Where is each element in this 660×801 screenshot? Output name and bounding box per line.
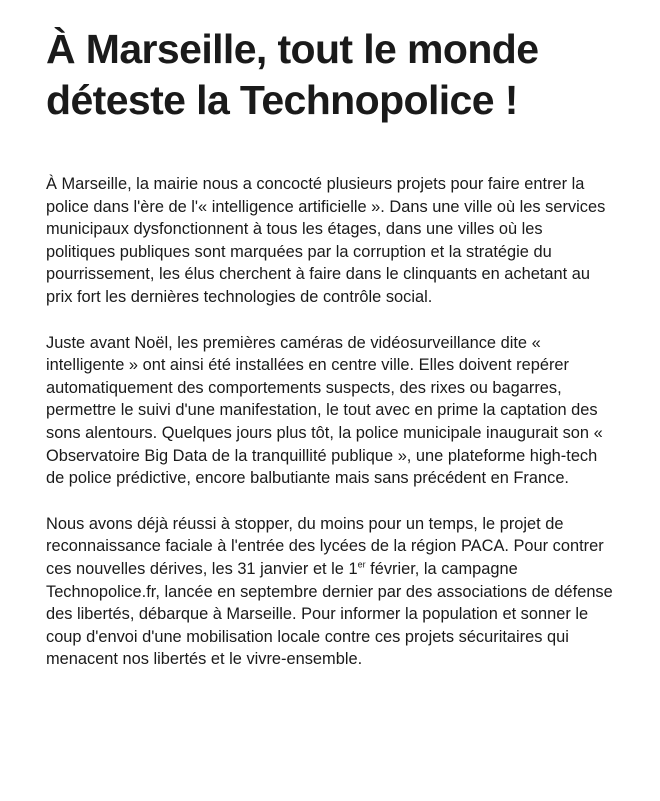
paragraph-3-text-start: Nous avons déjà réussi à stopper, du moins pour un temps, le projet de reconnaissance faciale à l'entrée des lycées de la région PACA. Pour contrer ces nouvelles dérives, les 31 janvier et le 1: [46, 514, 604, 578]
paragraph-3-text-end: février, la campagne Technopolice.fr, lancée en septembre dernier par des associations de défense des libertés, débarque à Marseille. Pour informer la population et sonner le coup d'envoi d'une mobilisation locale contre ces projets sécuritaires qui menacent nos libertés et le vivre-ensemble.: [46, 559, 613, 669]
ordinal-suffix: er: [357, 559, 366, 570]
paragraph-3: [46, 513, 616, 671]
article: [46, 24, 616, 671]
paragraph-2: Juste avant Noël, les premières caméras de vidéosurveillance dite « intelligente » ont ainsi été installées en centre ville. Elles doivent repérer automatiquement des comportements suspects, des rixes ou bagarres, permettre le suivi d'une manifestation, le tout avec en prime la captation des sons alentours. Quelques jours plus tôt, la police municipale inaugurait son « Observatoire Big Data de la tranquillité publique », une plateforme high-tech de police prédictive, encore balbutiante mais sans précédent en France.: [46, 333, 603, 488]
article-title: À Marseille, tout le monde déteste la Technopolice !: [46, 26, 539, 123]
article-body: [46, 173, 616, 671]
paragraph-1: À Marseille, la mairie nous a concocté plusieurs projets pour faire entrer la police dans l'ère de l'« intelligence artificielle ». Dans une ville où les services municipaux dysfonctionnent à tous les étages, dans une villes où les politiques publiques sont marquées par la corruption et la stratégie du pourrissement, les élus cherchent à faire dans le clinquants en achetant au prix fort les dernières technologies de contrôle social.: [46, 175, 606, 306]
